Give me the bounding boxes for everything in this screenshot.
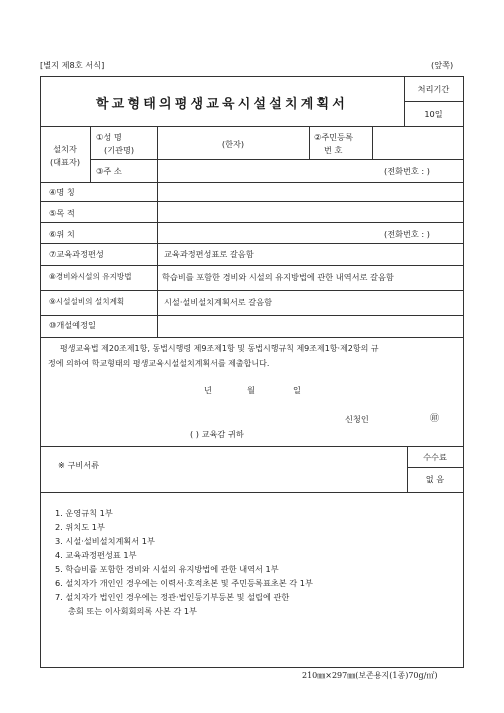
date-month: 월 <box>247 385 255 395</box>
row-opening-date-label: ⑩개설예정일 <box>49 320 96 330</box>
fee-value: 없 음 <box>425 474 445 484</box>
phone-label-2: (전화번호 : ) <box>384 229 430 239</box>
phone-label-1: (전화번호 : ) <box>384 166 430 176</box>
applicant-sublabel: (대표자) <box>49 157 81 167</box>
document-item: 총회 또는 이사회회의록 사본 각 1부 <box>55 606 197 616</box>
document-item: 5. 학습비를 포함한 경비와 시설의 유지방법에 관한 내역서 1부 <box>55 564 279 574</box>
hanja-label: (한자) <box>221 139 245 149</box>
row-maintenance-label: ⑧경비와시설의 유지방법 <box>49 272 132 281</box>
page-side-label: (앞쪽) <box>431 60 454 70</box>
date-year: 년 <box>204 385 212 395</box>
processing-period-label: 처리기간 <box>417 84 450 94</box>
statement-line-1: 평생교육법 제20조제1항, 동법시행령 제9조제1항 및 동법시행규칙 제9조제1항·제2항의 규 <box>60 344 379 353</box>
applicant-label: 설치자 <box>53 144 77 154</box>
required-documents-header: ※ 구비서류 <box>58 460 100 470</box>
document-item: 7. 설치자가 법인인 경우에는 정관·법인등기부등본 및 설립에 관한 <box>55 592 290 602</box>
rrn-label: ②주민등록 <box>314 132 353 142</box>
recipient-line: ( ) 교육감 귀하 <box>190 429 244 439</box>
processing-period-value: 10일 <box>424 109 443 119</box>
document-item: 1. 운영규칙 1부 <box>55 508 113 518</box>
name-label: ①성 명 <box>96 132 122 142</box>
rrn-sublabel: 번 호 <box>324 145 343 155</box>
paper-spec-footer: 210㎜×297㎜(보존용지(1종)70g/㎡) <box>302 671 438 680</box>
row-facility-value: 시설·설비설치계획서로 갈음함 <box>164 297 273 307</box>
row-purpose-label: ⑤목 적 <box>49 208 75 218</box>
applicant-signature-label: 신청인 <box>345 414 369 424</box>
row-facility-label: ⑨시설설비의 설치계획 <box>49 297 125 306</box>
date-day: 일 <box>293 385 301 395</box>
statement-line-2: 정에 의하여 학교형태의 평생교육시설설치계획서를 제출합니다. <box>48 359 270 368</box>
document-item: 2. 위치도 1부 <box>55 522 105 532</box>
form-number: [별지 제8호 서식] <box>40 60 105 70</box>
address-label: ③주 소 <box>96 166 122 176</box>
document-item: 3. 시설·설비설치계획서 1부 <box>55 536 155 546</box>
row-curriculum-label: ⑦교육과정편성 <box>49 249 104 259</box>
row-curriculum-value: 교육과정편성표로 갈음함 <box>164 249 254 259</box>
org-name-label: (기관명) <box>104 145 135 155</box>
document-item: 6. 설치자가 개인인 경우에는 이력서·호적초본 및 주민등록표초본 각 1부 <box>55 578 313 588</box>
seal-mark: ㊞ <box>430 414 440 424</box>
document-title: 학교형태의평생교육시설설치계획서 <box>95 97 349 112</box>
document-item: 4. 교육과정편성표 1부 <box>55 550 137 560</box>
row-maintenance-value: 학습비를 포함한 경비와 시설의 유지방법에 관한 내역서로 갈음함 <box>162 272 394 282</box>
row-name-label: ④명 칭 <box>49 187 75 197</box>
row-location-label: ⑥위 치 <box>49 229 75 239</box>
fee-label: 수수료 <box>423 452 447 462</box>
